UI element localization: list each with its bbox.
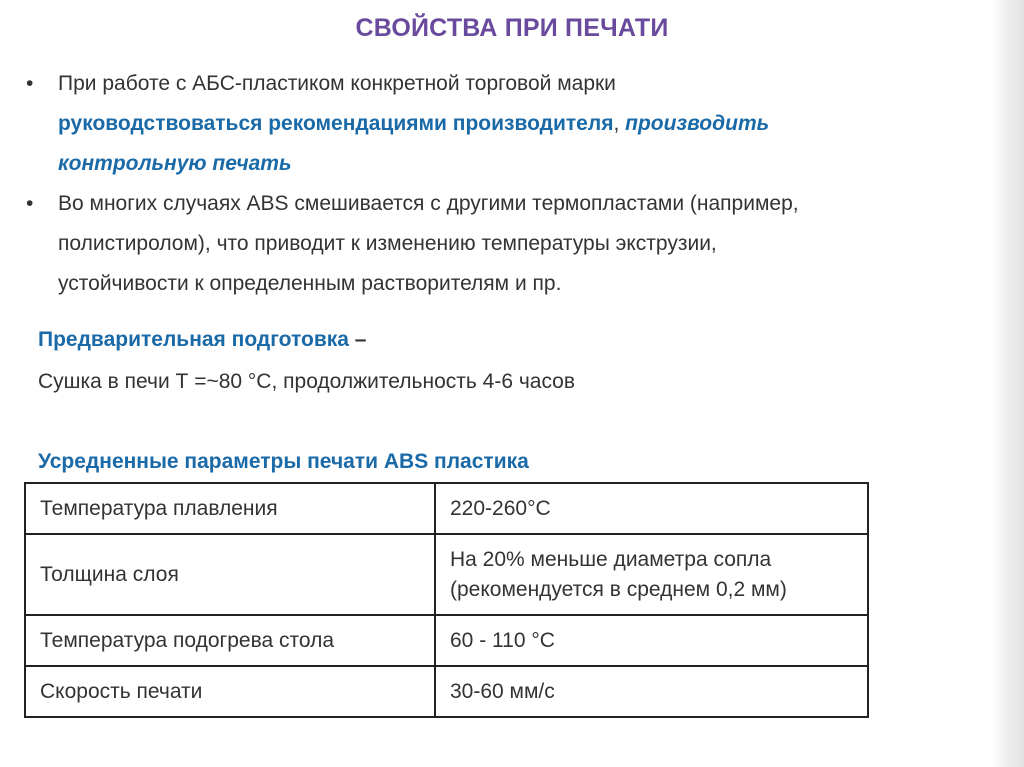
bullet-line bbox=[58, 104, 986, 144]
preparation-dash: – bbox=[348, 328, 367, 351]
param-value-cell bbox=[435, 483, 868, 534]
emphasis-italic: производить bbox=[625, 112, 770, 135]
table-row bbox=[25, 483, 868, 534]
slide-edge-shadow bbox=[990, 0, 1024, 767]
params-table-title: Усредненные параметры печати ABS пластика bbox=[38, 450, 529, 473]
slide-title: СВОЙСТВА ПРИ ПЕЧАТИ bbox=[355, 14, 669, 42]
preparation-text: Сушка в печи Т =~80 °С, продолжительность 4-6 часов bbox=[38, 370, 576, 393]
bullet-line: устойчивости к определенным растворителям и пр. bbox=[58, 272, 562, 295]
bullet-line: При работе с АБС-пластиком конкретной торговой марки bbox=[58, 72, 616, 95]
param-value-note: (рекомендуется в среднем 0,2 мм) bbox=[450, 577, 787, 601]
bullet-line-emphasis: контрольную печать bbox=[58, 152, 292, 175]
param-value: 30-60 мм/с bbox=[450, 679, 555, 703]
bullet-item-abs-brand bbox=[26, 64, 986, 184]
bullet-line: Во многих случаях ABS смешивается с другими термопластами (например, bbox=[58, 192, 799, 215]
emphasis-bold: руководствоваться рекомендациями производителя bbox=[58, 112, 614, 135]
param-name-cell: Температура подогрева стола bbox=[25, 615, 435, 666]
param-value-cell bbox=[435, 666, 868, 717]
table-row bbox=[25, 534, 868, 615]
param-value: На 20% меньше диаметра сопла bbox=[450, 547, 772, 571]
table-row bbox=[25, 615, 868, 666]
param-value: 220-260°C bbox=[450, 496, 551, 520]
bullet-marker: • bbox=[26, 72, 34, 95]
comma-separator: , bbox=[613, 112, 626, 135]
bullet-item-abs-blends bbox=[26, 184, 986, 304]
bullet-line: полистиролом), что приводит к изменению температуры экструзии, bbox=[58, 232, 717, 255]
preparation-heading-text: Предварительная подготовка bbox=[38, 328, 349, 351]
bullet-list bbox=[26, 64, 986, 304]
param-value-cell bbox=[435, 534, 868, 615]
param-name-cell: Толщина слоя bbox=[25, 534, 435, 615]
table-row bbox=[25, 666, 868, 717]
param-name-cell: Температура плавления bbox=[25, 483, 435, 534]
bullet-marker: • bbox=[26, 192, 34, 215]
param-value: 60 - 110 °C bbox=[450, 628, 555, 652]
param-value-cell bbox=[435, 615, 868, 666]
preparation-heading bbox=[38, 328, 366, 352]
param-name-cell: Скорость печати bbox=[25, 666, 435, 717]
params-table bbox=[24, 482, 869, 718]
